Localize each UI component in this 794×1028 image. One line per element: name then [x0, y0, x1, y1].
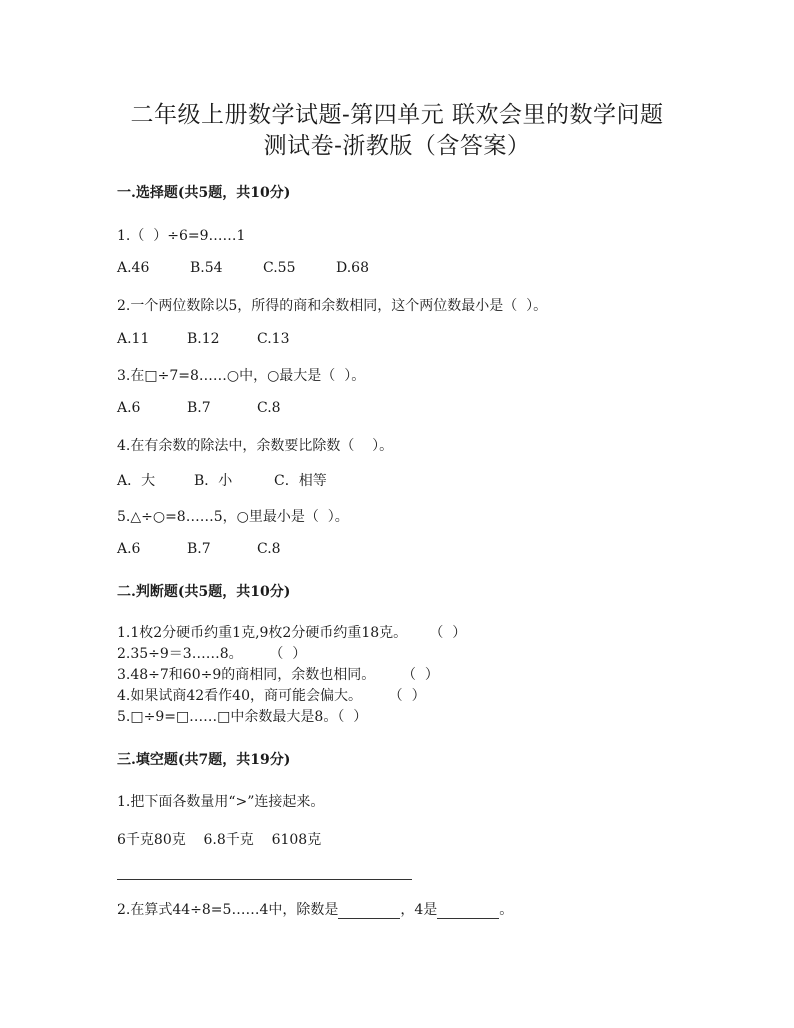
answer-blank[interactable] — [437, 904, 499, 919]
option-c: C．相等 — [274, 473, 327, 489]
option-a: A.6 — [117, 541, 141, 557]
option-b: B.54 — [190, 260, 223, 276]
option-d: D.68 — [336, 260, 369, 276]
fill-question-1: 1.把下面各数量用“>”连接起来。 — [117, 794, 325, 810]
question-2-options — [117, 331, 289, 347]
question-1: 1.（ ）÷6=9……1 — [117, 228, 246, 244]
doc-title-line2: 测试卷-浙教版（含答案） — [263, 133, 531, 159]
option-c: C.8 — [257, 541, 281, 557]
question-2: 2.一个两位数除以5，所得的商和余数相同，这个两位数最小是（ ）。 — [117, 298, 548, 314]
section-heading-choice: 一.选择题(共5题，共10分) — [117, 185, 291, 201]
option-c: C.13 — [257, 331, 290, 347]
fill-question-2-text: 2.在算式44÷8=5……4中，除数是 — [117, 902, 339, 918]
question-3: 3.在□÷7=8……○中，○最大是（ ）。 — [117, 368, 366, 384]
answer-blank[interactable] — [338, 904, 400, 919]
option-a: A.46 — [117, 260, 150, 276]
fill-question-2-text: 。 — [499, 902, 514, 918]
question-4-options — [117, 470, 327, 490]
section-heading-fill: 三.填空题(共7题，共19分) — [117, 752, 291, 768]
question-4: 4.在有余数的除法中，余数要比除数（ ）。 — [117, 438, 394, 454]
option-b: B.7 — [187, 400, 211, 416]
question-5: 5.△÷○=8……5，○里最小是（ ）。 — [117, 509, 349, 525]
answer-line — [117, 879, 412, 880]
judgement-item-3: 3.48÷7和60÷9的商相同，余数也相同。 （ ） — [117, 667, 439, 683]
fill-question-2 — [117, 899, 513, 919]
option-a: A.11 — [117, 331, 150, 347]
fill-question-2-text: ，4是 — [400, 902, 438, 918]
option-b: B.7 — [187, 541, 211, 557]
doc-title-line1: 二年级上册数学试题-第四单元 联欢会里的数学问题 — [130, 102, 664, 128]
option-a: A.6 — [117, 400, 141, 416]
option-b: B.12 — [187, 331, 220, 347]
option-b: B．小 — [194, 473, 233, 489]
judgement-item-1: 1.1枚2分硬币约重1克,9枚2分硬币约重18克。 （ ） — [117, 625, 467, 641]
question-5-options — [117, 541, 281, 557]
question-1-options — [117, 260, 369, 276]
option-a: A．大 — [117, 473, 156, 489]
question-3-options — [117, 400, 281, 416]
judgement-item-4: 4.如果试商42看作40，商可能会偏大。 （ ） — [117, 688, 426, 704]
option-c: C.8 — [257, 400, 281, 416]
judgement-item-5: 5.□÷9=□……□中余数最大是8。（ ） — [117, 709, 368, 725]
judgement-item-2: 2.35÷9＝3……8。 （ ） — [117, 646, 307, 662]
section-heading-judgement: 二.判断题(共5题，共10分) — [117, 584, 291, 600]
option-c: C.55 — [263, 260, 296, 276]
fill-question-1-values: 6千克80克 6.8千克 6108克 — [117, 832, 322, 848]
